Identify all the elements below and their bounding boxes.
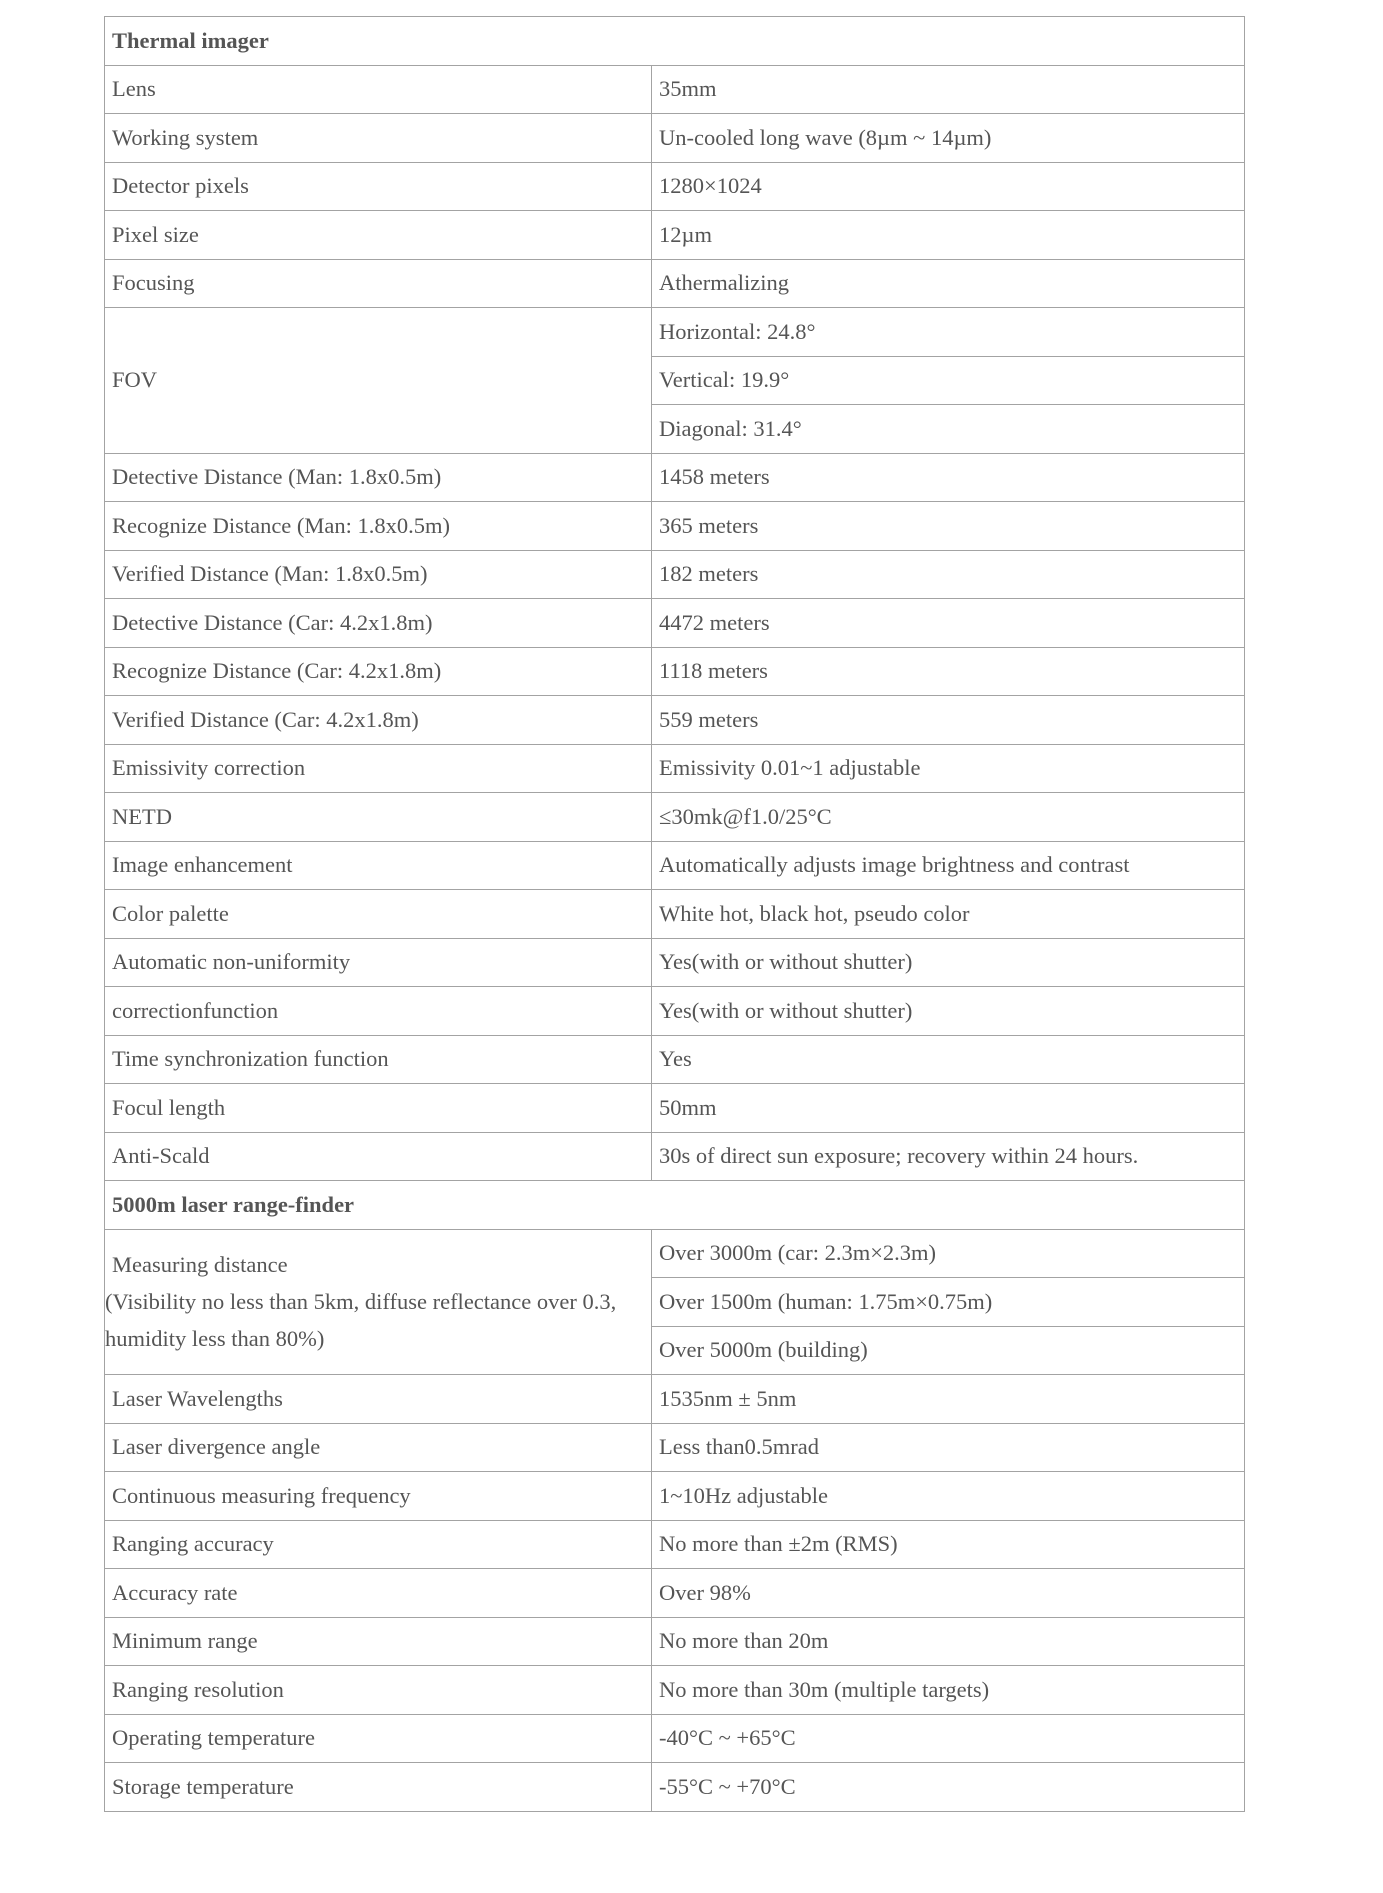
section-title: 5000m laser range-finder <box>105 1181 1245 1230</box>
spec-label: Laser Wavelengths <box>105 1375 652 1424</box>
spec-value: Over 5000m (building) <box>652 1326 1245 1375</box>
table-row <box>105 114 1245 163</box>
spec-value: Over 98% <box>652 1569 1245 1618</box>
table-row <box>105 259 1245 308</box>
spec-value: No more than 20m <box>652 1617 1245 1666</box>
table-row <box>105 1229 1245 1278</box>
spec-value: Un-cooled long wave (8µm ~ 14µm) <box>652 114 1245 163</box>
table-row <box>105 453 1245 502</box>
table-row <box>105 1472 1245 1521</box>
section-header-row <box>105 1181 1245 1230</box>
spec-label: Verified Distance (Car: 4.2x1.8m) <box>105 696 652 745</box>
spec-label: Focul length <box>105 1084 652 1133</box>
spec-label: Automatic non-uniformity <box>105 938 652 987</box>
table-row <box>105 308 1245 357</box>
spec-label: NETD <box>105 793 652 842</box>
spec-value: 559 meters <box>652 696 1245 745</box>
table-row <box>105 841 1245 890</box>
spec-value: Yes(with or without shutter) <box>652 938 1245 987</box>
spec-label: Recognize Distance (Car: 4.2x1.8m) <box>105 647 652 696</box>
spec-value: Less than0.5mrad <box>652 1423 1245 1472</box>
table-row <box>105 1714 1245 1763</box>
spec-value: -55°C ~ +70°C <box>652 1763 1245 1812</box>
spec-value: Emissivity 0.01~1 adjustable <box>652 744 1245 793</box>
spec-value: Over 1500m (human: 1.75m×0.75m) <box>652 1278 1245 1327</box>
spec-table-body <box>105 17 1245 1812</box>
spec-value: 4472 meters <box>652 599 1245 648</box>
spec-value: 1118 meters <box>652 647 1245 696</box>
spec-label: Image enhancement <box>105 841 652 890</box>
spec-value: 1280×1024 <box>652 162 1245 211</box>
spec-value: 1458 meters <box>652 453 1245 502</box>
spec-label: FOV <box>105 308 652 454</box>
spec-value: 35mm <box>652 65 1245 114</box>
spec-value: Vertical: 19.9° <box>652 356 1245 405</box>
table-row <box>105 696 1245 745</box>
spec-label: Detective Distance (Man: 1.8x0.5m) <box>105 453 652 502</box>
spec-label: Anti-Scald <box>105 1132 652 1181</box>
spec-value: Horizontal: 24.8° <box>652 308 1245 357</box>
spec-value: 1535nm ± 5nm <box>652 1375 1245 1424</box>
table-row <box>105 938 1245 987</box>
spec-value: Automatically adjusts image brightness and contrast <box>652 841 1245 890</box>
section-title: Thermal imager <box>105 17 1245 66</box>
table-row <box>105 1375 1245 1424</box>
spec-label: Laser divergence angle <box>105 1423 652 1472</box>
spec-value: Athermalizing <box>652 259 1245 308</box>
spec-label-text: Measuring distance <box>112 1252 288 1278</box>
spec-value: 365 meters <box>652 502 1245 551</box>
spec-label: Working system <box>105 114 652 163</box>
spec-label: Lens <box>105 65 652 114</box>
section-header-row <box>105 17 1245 66</box>
spec-label: Pixel size <box>105 211 652 260</box>
spec-label: Accuracy rate <box>105 1569 652 1618</box>
table-row <box>105 1569 1245 1618</box>
spec-label: correctionfunction <box>105 987 652 1036</box>
table-row <box>105 890 1245 939</box>
spec-label: Color palette <box>105 890 652 939</box>
spec-label: Verified Distance (Man: 1.8x0.5m) <box>105 550 652 599</box>
table-row <box>105 550 1245 599</box>
table-row <box>105 65 1245 114</box>
spec-value: Over 3000m (car: 2.3m×2.3m) <box>652 1229 1245 1278</box>
table-row <box>105 1035 1245 1084</box>
spec-label-note: (Visibility no less than 5km, diffuse reflectance over 0.3, humidity less than 80%) <box>105 1289 617 1352</box>
spec-value: 1~10Hz adjustable <box>652 1472 1245 1521</box>
spec-value: -40°C ~ +65°C <box>652 1714 1245 1763</box>
table-row <box>105 647 1245 696</box>
table-row <box>105 1132 1245 1181</box>
spec-table <box>104 16 1245 1812</box>
table-row <box>105 1763 1245 1812</box>
table-row <box>105 162 1245 211</box>
spec-value: No more than ±2m (RMS) <box>652 1520 1245 1569</box>
spec-label: Storage temperature <box>105 1763 652 1812</box>
spec-value: 12µm <box>652 211 1245 260</box>
table-row <box>105 211 1245 260</box>
spec-value: Diagonal: 31.4° <box>652 405 1245 454</box>
spec-label: Ranging resolution <box>105 1666 652 1715</box>
table-row <box>105 599 1245 648</box>
table-row <box>105 502 1245 551</box>
spec-label: Emissivity correction <box>105 744 652 793</box>
spec-label: Recognize Distance (Man: 1.8x0.5m) <box>105 502 652 551</box>
spec-value: No more than 30m (multiple targets) <box>652 1666 1245 1715</box>
spec-value: Yes <box>652 1035 1245 1084</box>
table-row <box>105 987 1245 1036</box>
table-row <box>105 793 1245 842</box>
spec-label: Ranging accuracy <box>105 1520 652 1569</box>
spec-value: 182 meters <box>652 550 1245 599</box>
spec-label: Continuous measuring frequency <box>105 1472 652 1521</box>
table-row <box>105 1084 1245 1133</box>
spec-label: Time synchronization function <box>105 1035 652 1084</box>
spec-label: Detector pixels <box>105 162 652 211</box>
spec-value: 30s of direct sun exposure; recovery within 24 hours. <box>652 1132 1245 1181</box>
spec-label: Minimum range <box>105 1617 652 1666</box>
table-row <box>105 1617 1245 1666</box>
table-row <box>105 1423 1245 1472</box>
table-row <box>105 1666 1245 1715</box>
spec-value: ≤30mk@f1.0/25°C <box>652 793 1245 842</box>
spec-label <box>105 1229 652 1375</box>
table-row <box>105 1520 1245 1569</box>
table-row <box>105 744 1245 793</box>
spec-label: Detective Distance (Car: 4.2x1.8m) <box>105 599 652 648</box>
spec-label: Operating temperature <box>105 1714 652 1763</box>
spec-label: Focusing <box>105 259 652 308</box>
spec-value: Yes(with or without shutter) <box>652 987 1245 1036</box>
spec-value: 50mm <box>652 1084 1245 1133</box>
spec-value: White hot, black hot, pseudo color <box>652 890 1245 939</box>
